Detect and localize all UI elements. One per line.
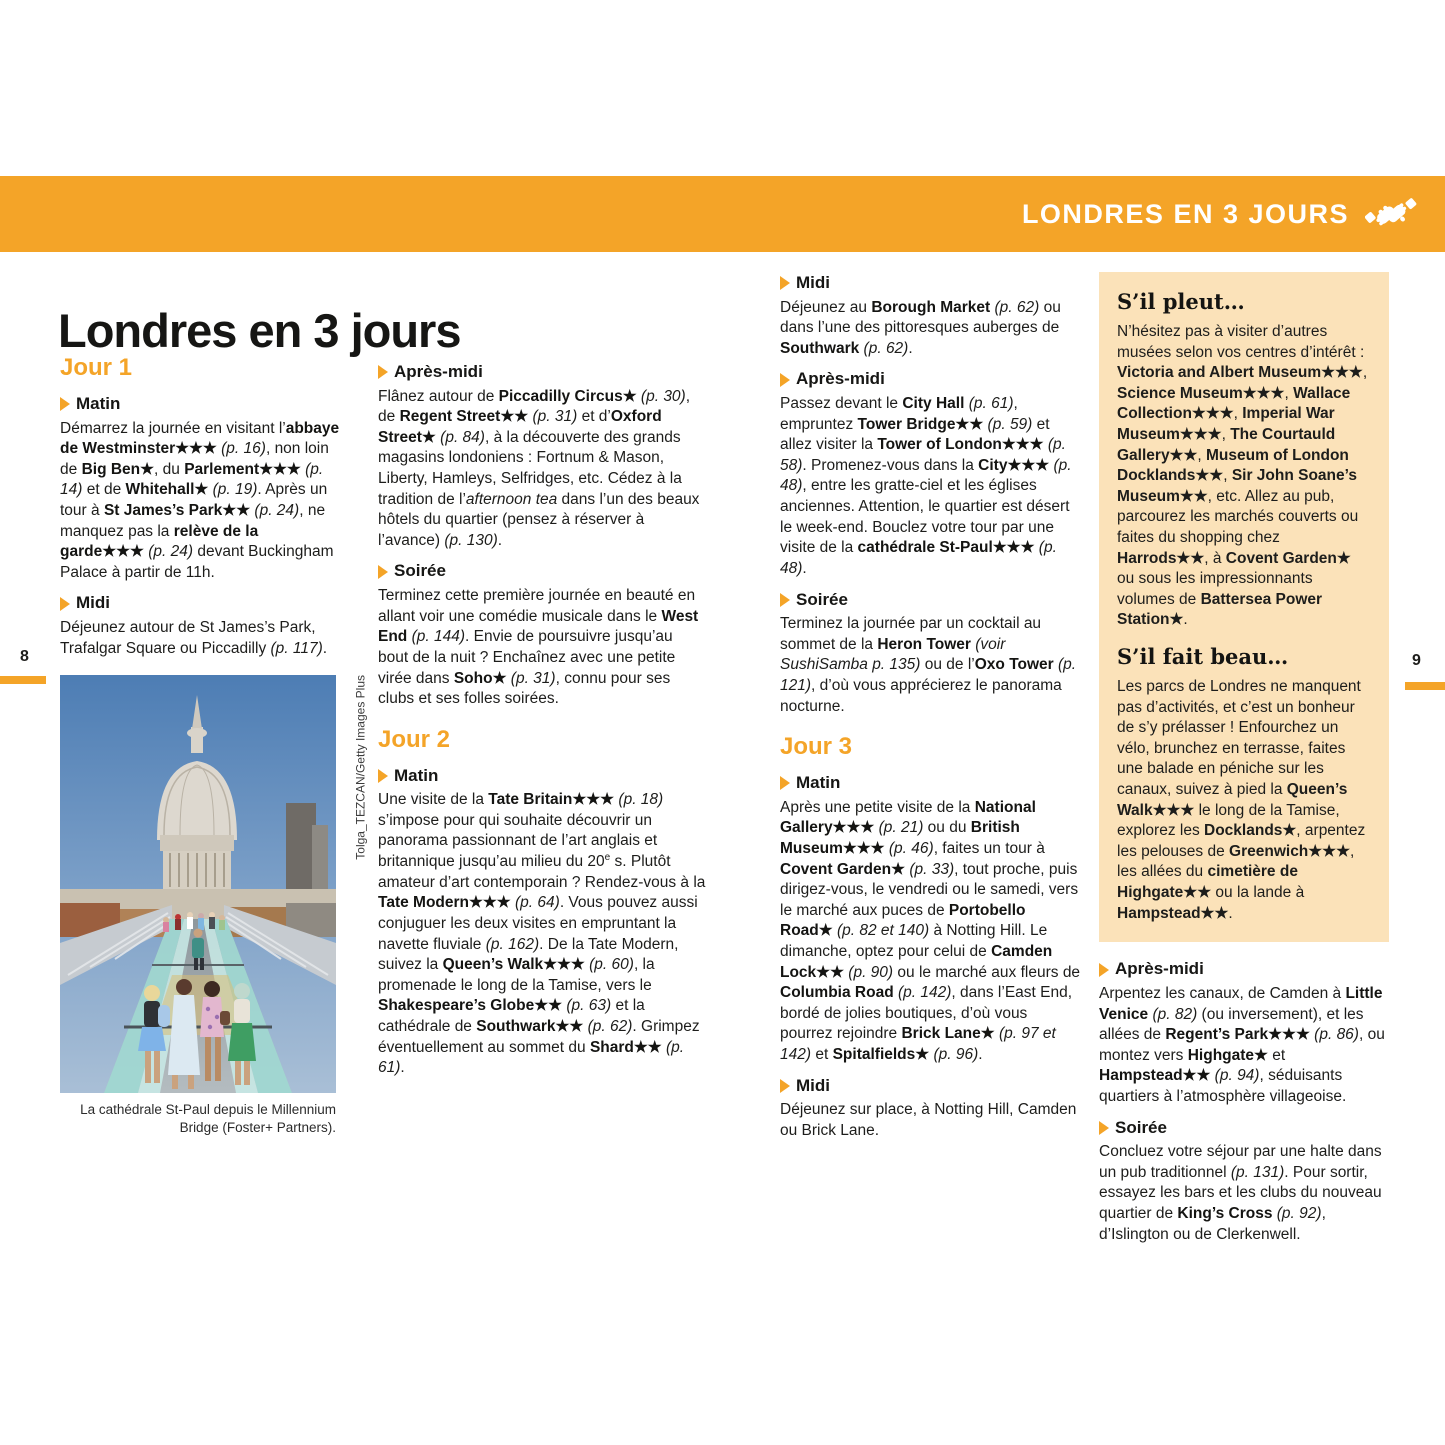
handshake-icon xyxy=(1365,192,1417,236)
triangle-bullet-icon xyxy=(378,769,388,783)
stpaul-millennium-bridge-photo xyxy=(60,675,336,1093)
sun-tips-paragraph: Les parcs de Londres ne manquent pas d’activités, et c’est un bonheur de s’y prélasser ! Enfourchez un vélo, brunchez en terrasse, faites une balade en péniche sur les canaux, suivez à pied la Queen’s Walk★★★ le long de la Tamise, explorez les Docklands★, arpentez les pelouses de Greenwich★★★, les allées du cimetière de Highgate★★ ou la lande à Hampstead★★. xyxy=(1117,677,1366,922)
section-label: Matin xyxy=(76,393,121,413)
photo-caption: La cathédrale St-Paul depuis le Millennium Bridge (Foster+ Partners). xyxy=(80,1102,336,1135)
section-paragraph: Terminez cette première journée en beauté en allant voir une comédie musicale dans le West End (p. 144). Envie de poursuivre jusqu’au bout de la nuit ? Enchaînez avec une petite virée dans Soho★ (p. 31), connu pour ses clubs et ses folles soirées. xyxy=(378,587,699,708)
section-heading-midi-j3 xyxy=(780,1075,1082,1098)
section-paragraph: Passez devant le City Hall (p. 61), empruntez Tower Bridge★★ (p. 59) et allez visiter la Tower of London★★★ (p. 58). Promenez-vous dans la City★★★ (p. 48), entre les gratte-ciel et les églises anciennes. Attention, le quartier est désert le week-end. Bouclez votre tour par une visite de la cathédrale St-Paul★★★ (p. 48). xyxy=(780,395,1072,577)
section-heading-soiree-j2 xyxy=(780,589,1082,612)
section-label: Matin xyxy=(796,773,841,793)
day1-heading: Jour 1 xyxy=(60,354,133,381)
section-label: Matin xyxy=(394,765,439,785)
section-label: Soirée xyxy=(394,561,446,581)
triangle-bullet-icon xyxy=(1099,1121,1109,1135)
section-heading-soiree-j3 xyxy=(1099,1117,1389,1140)
rain-tips-heading: S’il pleut… xyxy=(1117,289,1245,314)
rain-tips-paragraph: N’hésitez pas à visiter d’autres musées selon vos centres d’intérêt : Victoria and Albert Museum★★★, Science Museum★★★, Wallace Collection★★★, Imperial War Museum★★★, The Courtauld Gallery★★, Museum of London Docklands★★, Sir John Soane’s Museum★★, etc. Allez au pub, parcourez les marchés couverts ou faites du shopping chez Harrods★★, à Covent Garden★ ou sous les impressionnants volumes de Battersea Power Station★. xyxy=(1117,322,1368,629)
section-paragraph: Concluez votre séjour par une halte dans un pub traditionnel (p. 131). Pour sortir, essayez les bars et les clubs du nouveau quartier de King’s Cross (p. 92), d’Islington ou de Clerkenwell. xyxy=(1099,1143,1382,1243)
section-heading-midi-j1 xyxy=(60,592,344,615)
section-label: Soirée xyxy=(796,589,848,609)
page-number-left: 8 xyxy=(20,648,29,665)
weather-tips-box xyxy=(1099,272,1389,942)
triangle-bullet-icon xyxy=(780,593,790,607)
section-label: Soirée xyxy=(1115,1117,1167,1137)
section-paragraph: Arpentez les canaux, de Camden à Little Venice (p. 82) (ou inversement), et les allées de Regent’s Park★★★ (p. 86), ou montez vers Highgate★ et Hampstead★★ (p. 94), séduisants quartiers à l’atmosphère villageoise. xyxy=(1099,984,1385,1105)
triangle-bullet-icon xyxy=(378,365,388,379)
section-paragraph: Flânez autour de Piccadilly Circus★ (p. 30), de Regent Street★★ (p. 31) et d’Oxford Street★ (p. 84), à la découverte des grands magasins londoniens : Fortnum & Mason, Liberty, Hamleys, Selfridges, etc. Cédez à la tradition de l’afternoon tea dans l’un des beaux hôtels du quartier (pensez à réserver à l’avance) (p. 130). xyxy=(378,387,700,549)
section-heading-soiree-j1 xyxy=(378,560,706,583)
section-heading-apresmidi-j2 xyxy=(780,368,1082,391)
section-heading-apresmidi-j3 xyxy=(1099,958,1389,981)
section-heading-matin-j2 xyxy=(378,765,706,788)
section-label: Après-midi xyxy=(394,362,483,381)
section-paragraph: Déjeunez sur place, à Notting Hill, Camden ou Brick Lane. xyxy=(780,1101,1077,1139)
section-paragraph: Déjeunez au Borough Market (p. 62) ou dans l’une des pittoresques auberges de Southwark (p. 62). xyxy=(780,298,1061,357)
page-title: Londres en 3 jours xyxy=(58,304,461,358)
day3-heading: Jour 3 xyxy=(780,733,853,761)
section-heading-matin-j1 xyxy=(60,393,344,416)
section-paragraph: Déjeunez autour de St James’s Park, Trafalgar Square ou Piccadilly (p. 117). xyxy=(60,619,328,657)
section-paragraph: Démarrez la journée en visitant l’abbaye de Westminster★★★ (p. 16), non loin de Big Ben★, du Parlement★★★ (p. 14) et de Whitehall★ (p. 19). Après un tour à St James’s Park★★ (p. 24), ne manquez pas la relève de la garde★★★ (p. 24) devant Buckingham Palace à partir de 11h. xyxy=(60,419,340,581)
section-label: Après-midi xyxy=(796,369,885,389)
triangle-bullet-icon xyxy=(780,373,790,387)
page-bar-left xyxy=(0,676,46,684)
chapter-banner xyxy=(0,176,1445,252)
section-paragraph: Terminez la journée par un cocktail au sommet de la Heron Tower (voir SushiSamba p. 135) ou de l’Oxo Tower (p. 121), d’où vous apprécierez le panorama nocturne. xyxy=(780,615,1077,715)
triangle-bullet-icon xyxy=(780,776,790,790)
section-label: Après-midi xyxy=(1115,959,1204,979)
section-paragraph: Une visite de la Tate Britain★★★ (p. 18) s’impose pour qui souhaite découvrir un panorama passionnant de l’art anglais et britannique jusqu’au milieu du 20e s. Plutôt amateur d’art contemporain ? Rendez-vous à la Tate Modern★★★ (p. 64). Vous pouvez aussi conjuguer les deux visites en empruntant la navette fluviale (p. 162). De la Tate Modern, suivez la Queen’s Walk★★★ (p. 60), la promenade le long de la Tamise, vers le Shakespeare’s Globe★★ (p. 63) et la cathédrale de Southwark★★ (p. 62). Grimpez éventuellement au sommet du Shard★★ (p. 61). xyxy=(378,791,706,1077)
triangle-bullet-icon xyxy=(60,597,70,611)
section-label: Midi xyxy=(796,1075,830,1095)
section-heading-apresmidi-j1 xyxy=(378,361,706,384)
section-label: Midi xyxy=(796,273,830,292)
photo-credit: Tolga_TEZCAN/Getty Images Plus xyxy=(354,675,368,860)
day2-heading: Jour 2 xyxy=(378,725,451,753)
chapter-banner-title: LONDRES EN 3 JOURS xyxy=(1021,198,1349,229)
section-heading-midi-j2 xyxy=(780,272,1082,295)
column-day2-continued xyxy=(780,272,1082,1147)
photo-block xyxy=(60,675,368,1136)
section-label: Midi xyxy=(76,593,110,613)
page-number-right: 9 xyxy=(1412,652,1421,669)
triangle-bullet-icon xyxy=(378,565,388,579)
triangle-bullet-icon xyxy=(780,276,790,290)
section-heading-matin-j3 xyxy=(780,772,1082,795)
sun-tips-heading: S’il fait beau… xyxy=(1117,644,1289,670)
triangle-bullet-icon xyxy=(1099,963,1109,977)
column-day1-continued xyxy=(378,352,706,1085)
triangle-bullet-icon xyxy=(780,1079,790,1093)
column-day1 xyxy=(60,352,368,1136)
section-paragraph: Après une petite visite de la National Gallery★★★ (p. 21) ou du British Museum★★★ (p. 46), faites un tour à Covent Garden★ (p. 33), tout proche, puis dirigez-vous, le vendredi ou le samedi, vers le marché aux puces de Portobello Road★ (p. 82 et 140) à Notting Hill. Le dimanche, optez pour celui de Camden Lock★★ (p. 90) ou le marché aux fleurs de Columbia Road (p. 142), dans l’East End, bordé de jolies boutiques, d’où vous pourrez rejoindre Brick Lane★ (p. 97 et 142) et Spitalfields★ (p. 96). xyxy=(780,798,1081,1064)
triangle-bullet-icon xyxy=(60,397,70,411)
page-bar-right xyxy=(1405,682,1445,690)
column-sidebar xyxy=(1099,272,1389,1251)
